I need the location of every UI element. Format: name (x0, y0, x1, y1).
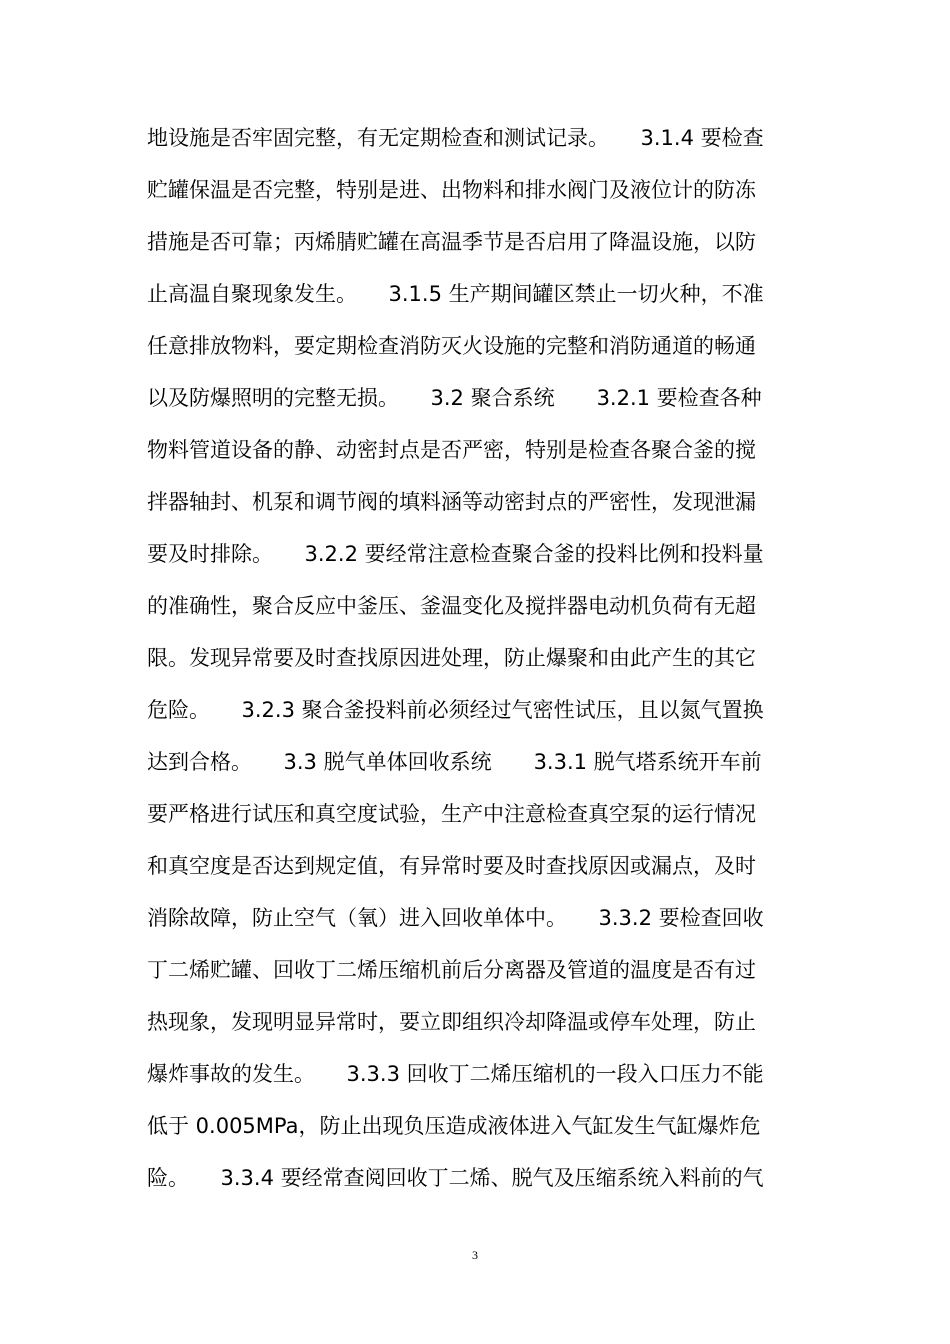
text-line: 险。 3.3.4 要经常查阅回收丁二烯、脱气及压缩系统入料前的气 (147, 1166, 764, 1190)
text-line: 消除故障，防止空气（氧）进入回收单体中。 3.3.2 要检查回收 (147, 906, 764, 930)
body-text (147, 112, 817, 1204)
text-line: 以及防爆照明的完整无损。 3.2 聚合系统 3.2.1 要检查各种 (147, 386, 762, 410)
text-line: 要严格进行试压和真空度试验，生产中注意检查真空泵的运行情况 (147, 802, 756, 826)
text-line: 危险。 3.2.3 聚合釜投料前必须经过气密性试压，且以氮气置换 (147, 698, 764, 722)
text-line: 爆炸事故的发生。 3.3.3 回收丁二烯压缩机的一段入口压力不能 (147, 1062, 764, 1086)
text-line: 止高温自聚现象发生。 3.1.5 生产期间罐区禁止一切火种，不准 (147, 282, 764, 306)
text-line: 地设施是否牢固完整，有无定期检查和测试记录。 3.1.4 要检查 (147, 126, 764, 150)
text-line: 达到合格。 3.3 脱气单体回收系统 3.3.1 脱气塔系统开车前 (147, 750, 762, 774)
text-line: 低于 0.005MPa，防止出现负压造成液体进入气缸发生气缸爆炸危 (147, 1114, 761, 1138)
text-line: 要及时排除。 3.2.2 要经常注意检查聚合釜的投料比例和投料量 (147, 542, 764, 566)
text-line: 措施是否可靠；丙烯腈贮罐在高温季节是否启用了降温设施，以防 (147, 230, 756, 254)
text-line: 限。发现异常要及时查找原因进处理，防止爆聚和由此产生的其它 (147, 646, 756, 670)
text-line: 贮罐保温是否完整，特别是进、出物料和排水阀门及液位计的防冻 (147, 178, 756, 202)
page-number: 3 (472, 1248, 478, 1262)
text-line: 和真空度是否达到规定值，有异常时要及时查找原因或漏点，及时 (147, 854, 756, 878)
text-line: 的准确性，聚合反应中釜压、釜温变化及搅拌器电动机负荷有无超 (147, 594, 756, 618)
text-line: 拌器轴封、机泵和调节阀的填料涵等动密封点的严密性，发现泄漏 (147, 490, 756, 514)
text-line: 物料管道设备的静、动密封点是否严密，特别是检查各聚合釜的搅 (147, 438, 756, 462)
text-line: 热现象，发现明显异常时，要立即组织冷却降温或停车处理，防止 (147, 1010, 756, 1034)
text-line: 任意排放物料，要定期检查消防灭火设施的完整和消防通道的畅通 (147, 334, 756, 358)
text-line: 丁二烯贮罐、回收丁二烯压缩机前后分离器及管道的温度是否有过 (147, 958, 756, 982)
